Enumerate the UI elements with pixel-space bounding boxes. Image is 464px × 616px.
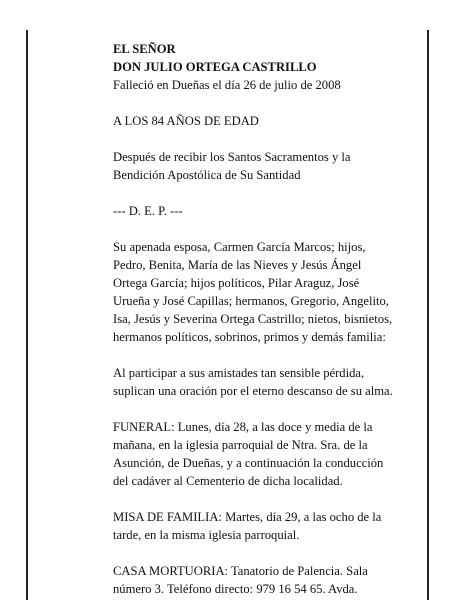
- deceased-name: DON JULIO ORTEGA CASTRILLO: [113, 60, 317, 74]
- family-line: Pedro, Benita, María de las Nieves y Jesús Ángel: [113, 258, 362, 272]
- death-date-line: Falleció en Dueñas el día 26 de julio de 2008: [113, 78, 341, 92]
- prayer-line: Al participar a sus amistades tan sensible pérdida,: [113, 366, 365, 380]
- sacraments-paragraph: [113, 148, 433, 184]
- funeral-home-line: CASA MORTUORIA: Tanatorio de Palencia. Sala: [113, 564, 368, 578]
- title-line-1: EL SEÑOR: [113, 42, 176, 56]
- mass-line: MISA DE FAMILIA: Martes, día 29, a las ocho de la: [113, 510, 382, 524]
- sacraments-line: Bendición Apostólica de Su Santidad: [113, 168, 301, 182]
- prayer-line: suplican una oración por el eterno descanso de su alma.: [113, 384, 393, 398]
- funeral-line: mañana, en la iglesia parroquial de Ntra. Sra. de la: [113, 438, 368, 452]
- family-paragraph: [113, 238, 433, 346]
- funeral-home-line: número 3. Teléfono directo: 979 16 54 65. Avda.: [113, 582, 358, 596]
- mass-paragraph: [113, 508, 433, 544]
- family-line: Isa, Jesús y Severina Ortega Castrillo; nietos, bisnietos,: [113, 312, 393, 326]
- family-line: Ortega García; hijos políticos, Pilar Araguz, José: [113, 276, 360, 290]
- prayer-paragraph: [113, 364, 433, 400]
- mass-line: tarde, en la misma iglesia parroquial.: [113, 528, 300, 542]
- rip-line: --- D. E. P. ---: [113, 204, 183, 218]
- sacraments-line: Después de recibir los Santos Sacramentos y la: [113, 150, 351, 164]
- funeral-line: Asunción, de Dueñas, y a continuación la conducción: [113, 456, 384, 470]
- family-line: hermanos políticos, sobrinos, primos y demás familia:: [113, 330, 386, 344]
- funeral-line: del cadáver al Cementerio de dicha localidad.: [113, 474, 343, 488]
- funeral-home-paragraph: [113, 562, 433, 598]
- family-line: Su apenada esposa, Carmen García Marcos; hijos,: [113, 240, 366, 254]
- funeral-paragraph: [113, 418, 433, 490]
- family-line: Urueña y José Capillas; hermanos, Gregorio, Angelito,: [113, 294, 389, 308]
- obituary-content: [113, 40, 433, 616]
- left-border-rule: [26, 30, 28, 600]
- obituary-header: [113, 40, 433, 94]
- age-line: A LOS 84 AÑOS DE EDAD: [113, 114, 259, 128]
- funeral-line: FUNERAL: Lunes, día 28, a las doce y media de la: [113, 420, 373, 434]
